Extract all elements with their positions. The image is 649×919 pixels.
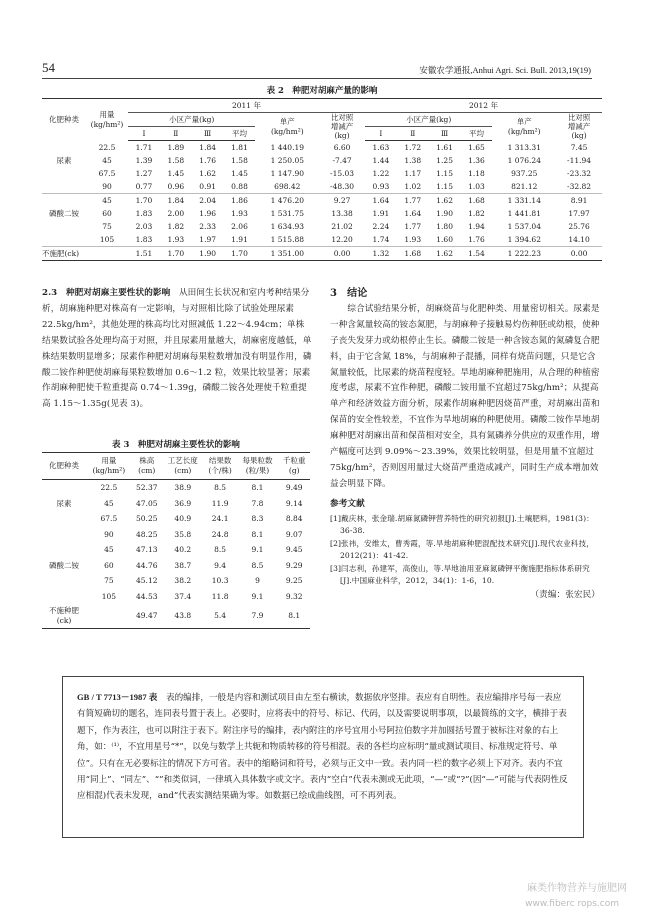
table-row — [42, 141, 602, 155]
table3-caption: 表 3 种肥对胡麻主要性状的影响 — [112, 440, 240, 450]
t2-cell: 1.38 — [404, 156, 422, 165]
t2-cell: 1.81 — [231, 143, 248, 152]
t2-cell: 2.04 — [199, 196, 216, 205]
t2-year2: 2012 年 — [365, 99, 602, 113]
t3-cell: 75 — [104, 576, 114, 585]
table-row — [42, 527, 310, 543]
t3-header: 化肥种类 — [42, 453, 86, 480]
t2-cell: 2.03 — [135, 222, 153, 231]
t2-cell: 1.60 — [429, 233, 461, 247]
t2-cell: 2.06 — [231, 222, 248, 231]
t2-cell: 1.82 — [167, 222, 185, 231]
t2-cell: 0.93 — [365, 180, 397, 194]
t3-cell: 9.1 — [251, 591, 264, 601]
t2-cell: 1 531.75 — [270, 209, 304, 218]
t3-cell: 38.9 — [174, 483, 192, 492]
t2-cell: 1 440.19 — [270, 142, 304, 152]
t2-cell: 1.84 — [167, 196, 185, 205]
t3-cell: 90 — [104, 529, 114, 539]
t3-cell: 9.32 — [285, 591, 303, 601]
t2-cell: -48.30 — [319, 180, 365, 194]
t2-cell: 1.93 — [160, 233, 192, 247]
table-row — [42, 573, 310, 589]
t3-cell: 44.53 — [136, 591, 158, 601]
t3-cell: 8.1 — [278, 604, 310, 629]
t2-cell: 1.74 — [365, 233, 397, 247]
t2-cell: 1.93 — [397, 233, 429, 247]
t2-cell-amount: 60 — [102, 209, 112, 218]
t3-cell: 9.29 — [285, 560, 303, 570]
t3-cell: 8.84 — [285, 514, 303, 523]
t3-cell: 9.4 — [214, 560, 227, 570]
t2-cell: 1.77 — [404, 196, 422, 205]
t3-cell: 45 — [104, 545, 114, 554]
t3-header: 每果粒数 (粒/果) — [236, 453, 278, 480]
standard-body: 表的编排，一般是内容和测试项目由左至右横读，数据依序竖排。表应有自明性。表应编排序号每一表应有简短确切的题名，连同表号置于表上。必要时，应将表中的符号、标记、代码，以及需要说明事项，以最简练的文字，横排于表题下，作为表注，也可以附注于表下。附注序号的编排，表内附注的序号宜用小号阿拉伯数字并加圆括号置于被标注对象的右上角，如：⁽¹⁾，不宜用星号“*”，以免与数学上共轭和物质转移的符号相混。表的各栏均应标明“量或测试项目、标准规定符号、单位”。只有在无必要标注的情况下方可省。表中的缩略词和符号，必须与正文中一致。表内同一栏的数字必须上下对齐。表内不宜用“同上”、“同左”、“”和类似词，一律填入具体数字或文字。表内“空白”代表未测或无此项，“—”或“?”(因“—”可能与代表阴性反应相混)代表未发现，and”代表实测结果确为零。如数据已绘成曲线图，可不再列表。 — [77, 693, 568, 802]
section-3-title: 3 结论 — [330, 288, 368, 299]
t3-cell: 43.8 — [162, 604, 204, 629]
t3-cell-group — [42, 573, 86, 589]
t2-h-fert: 化肥种类 — [42, 99, 86, 141]
t2-cell: 1.68 — [468, 196, 485, 205]
t3-cell: 22.5 — [100, 483, 118, 492]
t3-header: 结果数 (个/株) — [204, 453, 237, 480]
t2-cell: 1.58 — [167, 156, 185, 165]
t2-cell: -32.82 — [556, 180, 602, 194]
t2-cell-amount: 105 — [86, 233, 128, 247]
t2-cell-group: 尿素 — [56, 156, 72, 165]
t2-cell: 1 250.05 — [270, 156, 304, 165]
t3-cell: 44.76 — [136, 560, 158, 570]
t2-cell: -11.94 — [567, 156, 592, 165]
t2-cell: -23.32 — [567, 169, 592, 178]
t2-cell: 1.64 — [372, 196, 390, 205]
t2-cell: 1.17 — [404, 169, 422, 178]
t2-cell: 1.82 — [468, 209, 485, 218]
t3-cell: 105 — [101, 591, 117, 601]
t2-cell: 1.62 — [199, 169, 216, 178]
t2-cell: 1.51 — [128, 247, 160, 261]
table-row — [42, 247, 602, 261]
t3-cell: 9.1 — [251, 545, 264, 554]
t3-cell: 8.3 — [251, 514, 264, 523]
table2 — [42, 98, 602, 261]
table2-caption: 表 2 种肥对胡麻产量的影响 — [266, 86, 378, 96]
t3-cell: 10.3 — [211, 576, 229, 585]
page-number: 54 — [42, 60, 55, 75]
t2-cell: 1 476.20 — [270, 196, 304, 205]
t3-cell: 9 — [255, 576, 260, 585]
t2-cell: 1 394.62 — [492, 233, 556, 247]
t2-cell: 1.80 — [436, 222, 453, 231]
table-row — [42, 154, 602, 167]
t2-cell: 9.27 — [333, 196, 351, 205]
t2-cell: 1.76 — [461, 233, 493, 247]
t2-cell: 0.77 — [128, 180, 160, 194]
t2-h-ii-2: Ⅱ — [397, 127, 429, 141]
t3-header: 工艺长度 (cm) — [162, 453, 204, 480]
t2-cell: 0.91 — [192, 180, 224, 194]
journal-title: 安徽农学通报,Anhui Agri. Sci. Bull. 2013,19(19) — [419, 65, 591, 75]
t2-h-avg: 平均 — [224, 127, 256, 141]
section-2-3-title: 2.3 种肥对胡麻主要性状的影响 — [42, 288, 171, 298]
t2-h-i: Ⅰ — [128, 127, 160, 141]
t2-cell: 1.58 — [231, 156, 248, 165]
t3-cell-group — [42, 480, 86, 496]
t2-cell: -15.03 — [330, 169, 355, 178]
t2-cell: 1.96 — [199, 209, 216, 218]
t2-cell: 1.64 — [404, 209, 422, 218]
t2-cell: 1.70 — [224, 247, 256, 261]
table-row — [42, 194, 602, 208]
t2-cell-group — [42, 141, 86, 155]
t2-cell: 2.00 — [167, 209, 185, 218]
t3-cell: 7.9 — [236, 604, 278, 629]
t2-cell: 0.96 — [160, 180, 192, 194]
table-row — [42, 511, 310, 527]
t2-cell: 0.00 — [319, 247, 365, 261]
t2-cell: 8.91 — [570, 196, 588, 205]
t3-cell: 7.8 — [251, 498, 264, 508]
t2-cell: 1.71 — [135, 143, 153, 152]
section-2-3 — [42, 286, 312, 413]
t2-cell: 1.39 — [135, 156, 153, 165]
table-row — [42, 220, 602, 233]
t2-cell: 12.20 — [319, 233, 365, 247]
t2-cell: 1.62 — [436, 196, 453, 205]
t2-cell: 1.44 — [372, 156, 390, 165]
table-row — [42, 233, 602, 247]
t2-cell: 1.62 — [429, 247, 461, 261]
t2-cell: 1.84 — [199, 143, 216, 152]
t2-cell-group — [42, 220, 86, 233]
t2-cell: 1.97 — [192, 233, 224, 247]
t3-cell-group: 尿素 — [56, 498, 72, 508]
t2-cell: 1.45 — [167, 169, 185, 178]
t3-cell: 45 — [104, 498, 114, 508]
t3-header: 株高 (cm) — [132, 453, 162, 480]
t3-cell: 37.4 — [174, 591, 192, 601]
t2-cell: 1 076.24 — [507, 156, 541, 165]
t2-cell-group: 不施肥(ck) — [42, 247, 86, 261]
t2-cell: 1.68 — [397, 247, 429, 261]
t2-cell: -7.47 — [332, 156, 352, 165]
t2-h-iii: Ⅲ — [192, 127, 224, 141]
t2-cell: 1.76 — [199, 156, 216, 165]
ref-2: [2]张祎，安维太，曹秀霞，等.旱地胡麻种肥混配技术研究[J].现代农业科技，2012(21)：41-42. — [330, 538, 594, 561]
t3-cell: 38.2 — [174, 576, 192, 585]
t2-cell: 1 537.04 — [507, 222, 541, 231]
t2-cell: 1.63 — [372, 143, 390, 152]
t3-cell-group — [42, 589, 86, 605]
section-3 — [330, 286, 600, 604]
t3-header: 千粒重 (g) — [278, 453, 310, 480]
t2-cell-amount: 67.5 — [98, 169, 116, 178]
t2-cell-amount: 22.5 — [98, 142, 116, 152]
table-row — [42, 480, 310, 496]
t2-cell-group — [42, 180, 86, 194]
t3-cell: 9.49 — [285, 483, 303, 492]
t3-cell: 11.9 — [211, 498, 229, 508]
t3-cell: 50.25 — [136, 514, 158, 523]
table-row — [42, 589, 310, 605]
standard-note-box — [62, 676, 584, 838]
t3-cell: 40.9 — [174, 514, 192, 523]
t3-cell: 67.5 — [100, 514, 118, 523]
t2-h-plot1: 小区产量(kg) — [128, 113, 255, 127]
table-row — [42, 496, 310, 512]
t2-cell: 1.18 — [468, 169, 485, 178]
t2-cell: 1.86 — [231, 196, 248, 205]
t2-cell: 2.24 — [372, 222, 390, 231]
t2-cell: 1 634.93 — [270, 222, 304, 231]
t2-cell: 1.70 — [160, 247, 192, 261]
t2-cell: 698.42 — [255, 180, 319, 194]
t2-h-ii: Ⅱ — [160, 127, 192, 141]
t2-cell: 1.93 — [231, 209, 248, 218]
t2-cell: 1 515.88 — [255, 233, 319, 247]
t3-cell: 45.12 — [136, 576, 158, 585]
t2-cell-amount — [86, 247, 128, 261]
t3-cell: 8.5 — [214, 483, 227, 492]
ref-1: [1]戴庆林，张金瑞.胡麻氮磷钾营养特性的研究初报[J].土壤肥料，1981(3)：36-38. — [330, 513, 594, 536]
t3-cell: 40.2 — [174, 545, 192, 554]
t3-cell-group — [42, 527, 86, 543]
t2-cell: 1.02 — [397, 180, 429, 194]
t2-h-yield1: 单产 (kg/hm²) — [270, 116, 304, 136]
t2-cell: 1.83 — [128, 233, 160, 247]
t3-cell-group — [42, 542, 86, 558]
t2-cell: 1.45 — [231, 169, 248, 178]
t2-cell: 1.36 — [468, 156, 485, 165]
t3-cell: 60 — [104, 560, 114, 570]
t2-cell: 1 313.31 — [507, 142, 541, 152]
t2-cell-group — [42, 233, 86, 247]
t3-cell: 48.25 — [136, 529, 158, 539]
t2-h-avg-2: 平均 — [461, 127, 493, 141]
t3-cell: 8.5 — [251, 560, 264, 570]
t2-h-iii-2: Ⅲ — [429, 127, 461, 141]
t3-cell: 8.1 — [251, 529, 264, 539]
t2-cell-group — [42, 167, 86, 180]
t3-cell: 24.1 — [211, 514, 229, 523]
t3-cell: 35.8 — [174, 529, 192, 539]
table-row — [42, 207, 602, 220]
t2-cell: 0.88 — [224, 180, 256, 194]
t3-cell: 47.05 — [136, 498, 158, 508]
t2-h-yield2: 单产 (kg/hm²) — [507, 116, 541, 136]
t2-cell-group: 磷酸二铵 — [49, 209, 79, 218]
t3-cell-group — [42, 511, 86, 527]
t2-cell: 1.83 — [135, 209, 153, 218]
t2-cell: 1.91 — [224, 233, 256, 247]
t2-cell: 1.89 — [167, 143, 185, 152]
t3-cell: 9.14 — [285, 498, 303, 508]
header-rule — [42, 78, 592, 79]
t2-cell-amount: 45 — [102, 196, 112, 205]
standard-code: GB / T 7713－1987 表 — [77, 692, 158, 702]
t2-cell: 1 351.00 — [255, 247, 319, 261]
t2-cell: 1.15 — [436, 169, 453, 178]
t2-cell-amount: 75 — [102, 222, 112, 231]
t2-cell: 1.77 — [404, 222, 422, 231]
t2-cell: 1 441.81 — [507, 209, 541, 218]
t2-cell: 1.54 — [461, 247, 493, 261]
t2-h-i-2: Ⅰ — [365, 127, 397, 141]
t2-cell: 1.25 — [436, 156, 453, 165]
t3-cell: 5.4 — [204, 604, 237, 629]
t2-cell: 1.03 — [461, 180, 493, 194]
t2-cell-group — [42, 194, 86, 208]
t2-cell: 1.32 — [365, 247, 397, 261]
t2-cell: 937.25 — [511, 169, 538, 178]
t3-cell: 49.47 — [132, 604, 162, 629]
refs-title: 参考文献 — [330, 498, 365, 509]
t2-cell: 14.10 — [556, 233, 602, 247]
editor-note: （责编：张宏民） — [530, 589, 600, 600]
t3-cell: 24.8 — [211, 529, 229, 539]
t3-cell: 8.5 — [214, 545, 227, 554]
table3 — [42, 452, 310, 629]
section-2-3-text: 从田间生长状况和室内考种结果分析，胡麻施种肥对株高有一定影响，与对照相比除了试验处理尿素 22.5kg/hm²，其他处理的株高均比对照减低 1.22～4.94cm；单株结果数试验各处理均高于对照，并且尿素用量越大，胡麻密度越低，单株结果数明显增多；尿素作种肥对胡麻每果粒数增加没有明显作用，磷酸二铵作种肥使胡麻每果粒数增加 0.6～1.2 粒，效果比较显著；尿素作胡麻种肥使千粒重提高 0.74～1.39g，磷酸二铵各处理使千粒重提高 1.15～1.35g(见表 3)。 — [42, 288, 312, 410]
t2-cell: 1.90 — [192, 247, 224, 261]
t2-h-amount: 用量 (kg/hm²) — [86, 99, 128, 141]
table-row — [42, 542, 310, 558]
t2-cell: 1.65 — [468, 143, 485, 152]
t2-cell: 17.97 — [568, 209, 590, 218]
t2-h-ratio2: 比对照 增减产 (kg) — [567, 113, 591, 141]
t2-cell: 2.33 — [199, 222, 216, 231]
t2-cell: 1.22 — [372, 169, 390, 178]
t3-cell: 38.7 — [174, 560, 192, 570]
t2-cell: 1.90 — [436, 209, 453, 218]
t2-cell: 1.91 — [372, 209, 390, 218]
t2-cell: 1.72 — [404, 143, 422, 152]
t2-h-plot2: 小区产量(kg) — [365, 113, 492, 127]
t2-cell: 1.27 — [135, 169, 153, 178]
table-row — [42, 167, 602, 180]
t2-cell: 1 147.90 — [270, 169, 304, 178]
t2-cell: 1.94 — [468, 222, 485, 231]
t2-cell: 7.45 — [570, 142, 588, 152]
standard-note-text — [77, 689, 569, 805]
t2-cell: 1.61 — [436, 143, 453, 152]
t2-cell: 13.38 — [331, 209, 353, 218]
t2-cell: 21.02 — [331, 222, 353, 231]
t3-header: 用量 (kg/hm²) — [86, 453, 132, 480]
t2-cell: 1 222.23 — [492, 247, 556, 261]
t2-year1: 2011 年 — [128, 99, 365, 113]
t2-cell: 6.60 — [333, 142, 351, 152]
table-row — [42, 604, 310, 629]
watermark-url: www.fiberc rops.com — [525, 899, 619, 909]
t3-cell: 9.45 — [285, 545, 303, 554]
t3-cell: 52.37 — [136, 483, 158, 492]
t3-cell: 47.13 — [136, 545, 158, 554]
t2-cell: 1.70 — [135, 196, 153, 205]
t3-cell — [86, 604, 132, 629]
t3-cell-group: 不施种肥(ck) — [42, 604, 86, 629]
t2-h-ratio1: 比对照 增减产 (kg) — [330, 113, 354, 141]
watermark-title: 麻类作物营养与施肥网 — [527, 883, 627, 894]
t2-cell: 0.00 — [556, 247, 602, 261]
t3-cell: 9.25 — [285, 576, 303, 585]
t2-cell: 821.12 — [492, 180, 556, 194]
t2-cell-amount: 90 — [86, 180, 128, 194]
t3-cell: 36.9 — [174, 498, 192, 508]
t2-cell: 1.15 — [429, 180, 461, 194]
section-3-text: 综合试验结果分析，胡麻烧苗与化肥种类、用量密切相关。尿素是一种含氮量较高的铵态氮肥，与胡麻种子接触易灼伤种胚或幼根，使种子丧失发芽力或幼根停止生长。磷酸二铵是一种含铵态氮的氮磷复合肥料，由于它含氮 18%，与胡麻种子混播，同样有烧苗问题，只是它含氮量较低，比尿素的烧苗程度轻。旱地胡麻种肥施用，从合理的种植密度考虑，尿素不宜作种肥，磷酸二铵用量不宜超过75kg/hm²；从提高单产和经济效益方面分析，尿素作胡麻种肥因烧苗严重，对胡麻出苗和保苗的安全性较差，不宜作为旱地胡麻的种肥使用。磷酸二铵作旱地胡麻种肥对胡麻出苗和保苗相对安全，具有氮磷养分供应的双重作用，增产幅度可达到 9.09%～23.39%，效果比较明显，但是用量不宜超过 75kg/hm²，否则因用量过大烧苗严重造成减产，同时生产成本增加效益会明显下降。 — [330, 303, 600, 489]
table-row — [42, 558, 310, 574]
t2-cell: 1 331.14 — [507, 196, 541, 205]
table-row — [42, 180, 602, 194]
t3-cell: 8.1 — [251, 483, 264, 492]
t3-cell: 9.07 — [285, 529, 303, 539]
t3-cell-group: 磷酸二铵 — [49, 560, 79, 570]
t2-cell-amount: 45 — [102, 156, 112, 165]
t3-cell: 11.8 — [211, 591, 229, 601]
ref-3: [3]闫志利，孙建军，高俊山，等.旱地油用亚麻氮磷钾平衡施肥指标体系研究[J].中国麻业科学，2012，34(1)：1-6，10. — [330, 563, 590, 586]
t2-cell: 25.76 — [568, 222, 590, 231]
